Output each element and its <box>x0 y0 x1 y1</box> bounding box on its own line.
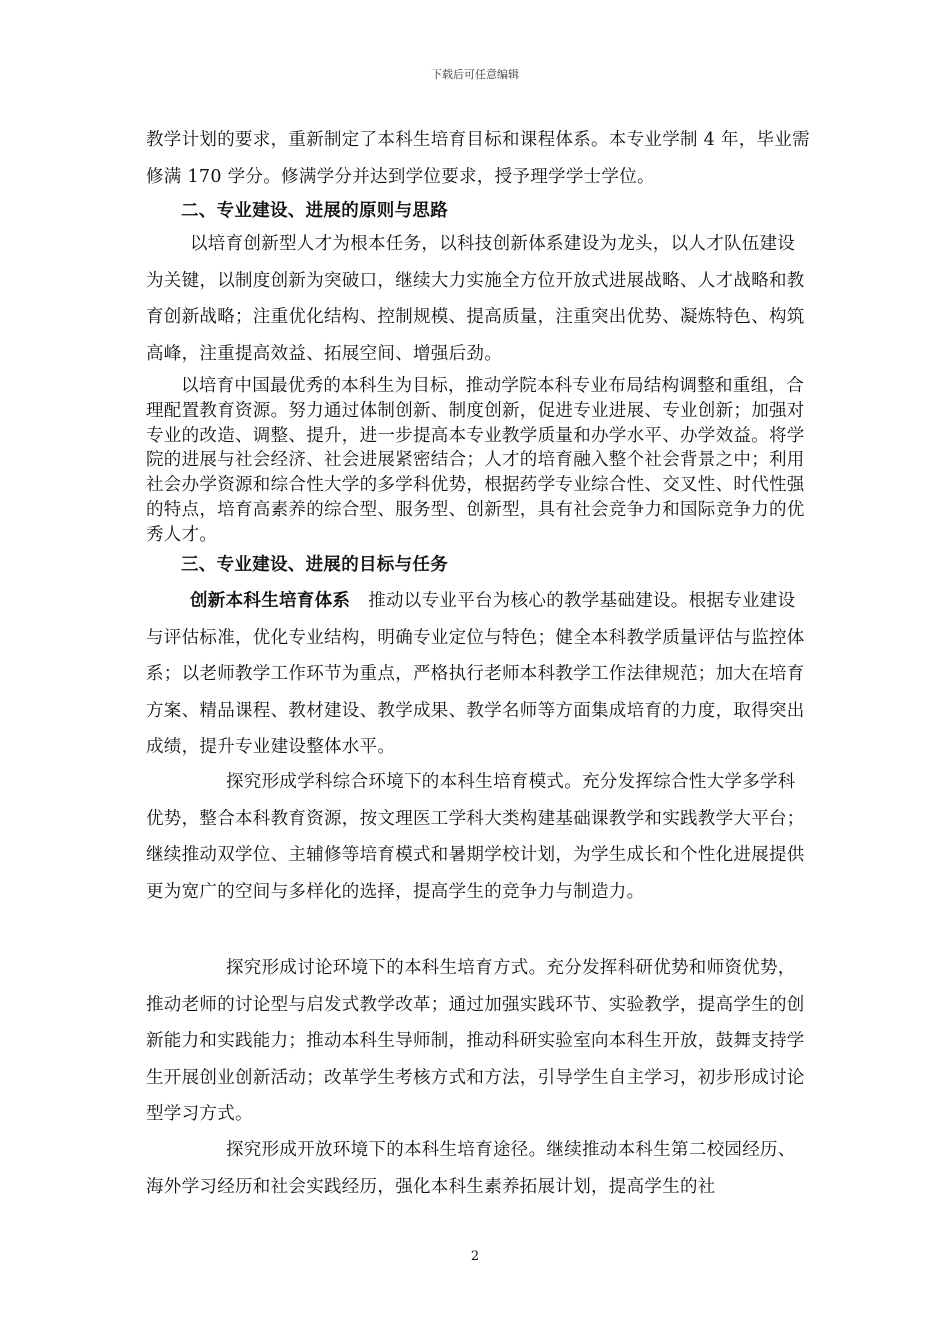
paragraph-training-mode: 探究形成学科综合环境下的本科生培育模式。充分发挥综合性大学多学科优势，整合本科教育资源，按文理医工学科大类构建基础课教学和实践教学大平台；继续推动双学位、主辅修等培育模式和暑期学校计划，为学生成长和个性化进展提供更为宽广的空间与多样化的选择，提高学生的竞争力与制造力。 <box>146 772 805 902</box>
paragraph-lead-title: 创新本科生培育体系 <box>190 591 351 611</box>
section-heading-2: 二、专业建设、进展的原则与思路 <box>181 201 448 221</box>
page-number: 2 <box>470 1249 480 1264</box>
paragraph-goals: 以培育中国最优秀的本科生为目标，推动学院本科专业布局结构调整和重组，合理配置教育资源。努力通过体制创新、制度创新，促进专业进展、专业创新；加强对专业的改造、调整、提升，进一步提高本专业教学质量和办学水平、办学效益。将学院的进展与社会经济、社会进展紧密结合；人才的培育融入整个社会背景之中；利用社会办学资源和综合性大学的多学科优势，根据药学专业综合性、交叉性、时代性强的特点，培育高素养的综合型、服务型、创新型，具有社会竞争力和国际竞争力的优秀人才。 <box>146 376 805 545</box>
paragraph-curriculum: 教学计划的要求，重新制定了本科生培育目标和课程体系。本专业学制 4 年，毕业需修满 170 学分。修满学分并达到学位要求，授予理学学士学位。 <box>146 130 810 187</box>
page-header: 下载后可任意编辑 <box>431 68 519 81</box>
paragraph-training-method: 探究形成讨论环境下的本科生培育方式。充分发挥科研优势和师资优势，推动老师的讨论型与启发式教学改革；通过加强实践环节、实验教学，提高学生的创新能力和实践能力；推动本科生导师制，推动科研实验室向本科生开放，鼓舞支持学生开展创业创新活动；改革学生考核方式和方法，引导学生自主学习，初步形成讨论型学习方式。 <box>146 958 805 1124</box>
paragraph-training-path: 探究形成开放环境下的本科生培育途径。继续推动本科生第二校园经历、海外学习经历和社会实践经历，强化本科生素养拓展计划，提高学生的社 <box>146 1140 796 1197</box>
paragraph-lead-body: 推动以专业平台为核心的教学基础建设。根据专业建设与评估标准，优化专业结构，明确专业定位与特色；健全本科教学质量评估与监控体系；以老师教学工作环节为重点，严格执行老师本科教学工作法律规范；加大在培育方案、精品课程、教材建设、教学成果、教学名师等方面集成培育的力度，取得突出成绩，提升专业建设整体水平。 <box>146 591 805 757</box>
section-heading-3: 三、专业建设、进展的目标与任务 <box>181 555 448 575</box>
paragraph-principles: 以培育创新型人才为根本任务，以科技创新体系建设为龙头，以人才队伍建设为关键，以制度创新为突破口，继续大力实施全方位开放式进展战略、人才战略和教育创新战略；注重优化结构、控制规模、提高质量，注重突出优势、凝炼特色、构筑高峰，注重提高效益、拓展空间、增强后劲。 <box>146 234 805 364</box>
paragraph-innovation-system <box>146 583 810 766</box>
